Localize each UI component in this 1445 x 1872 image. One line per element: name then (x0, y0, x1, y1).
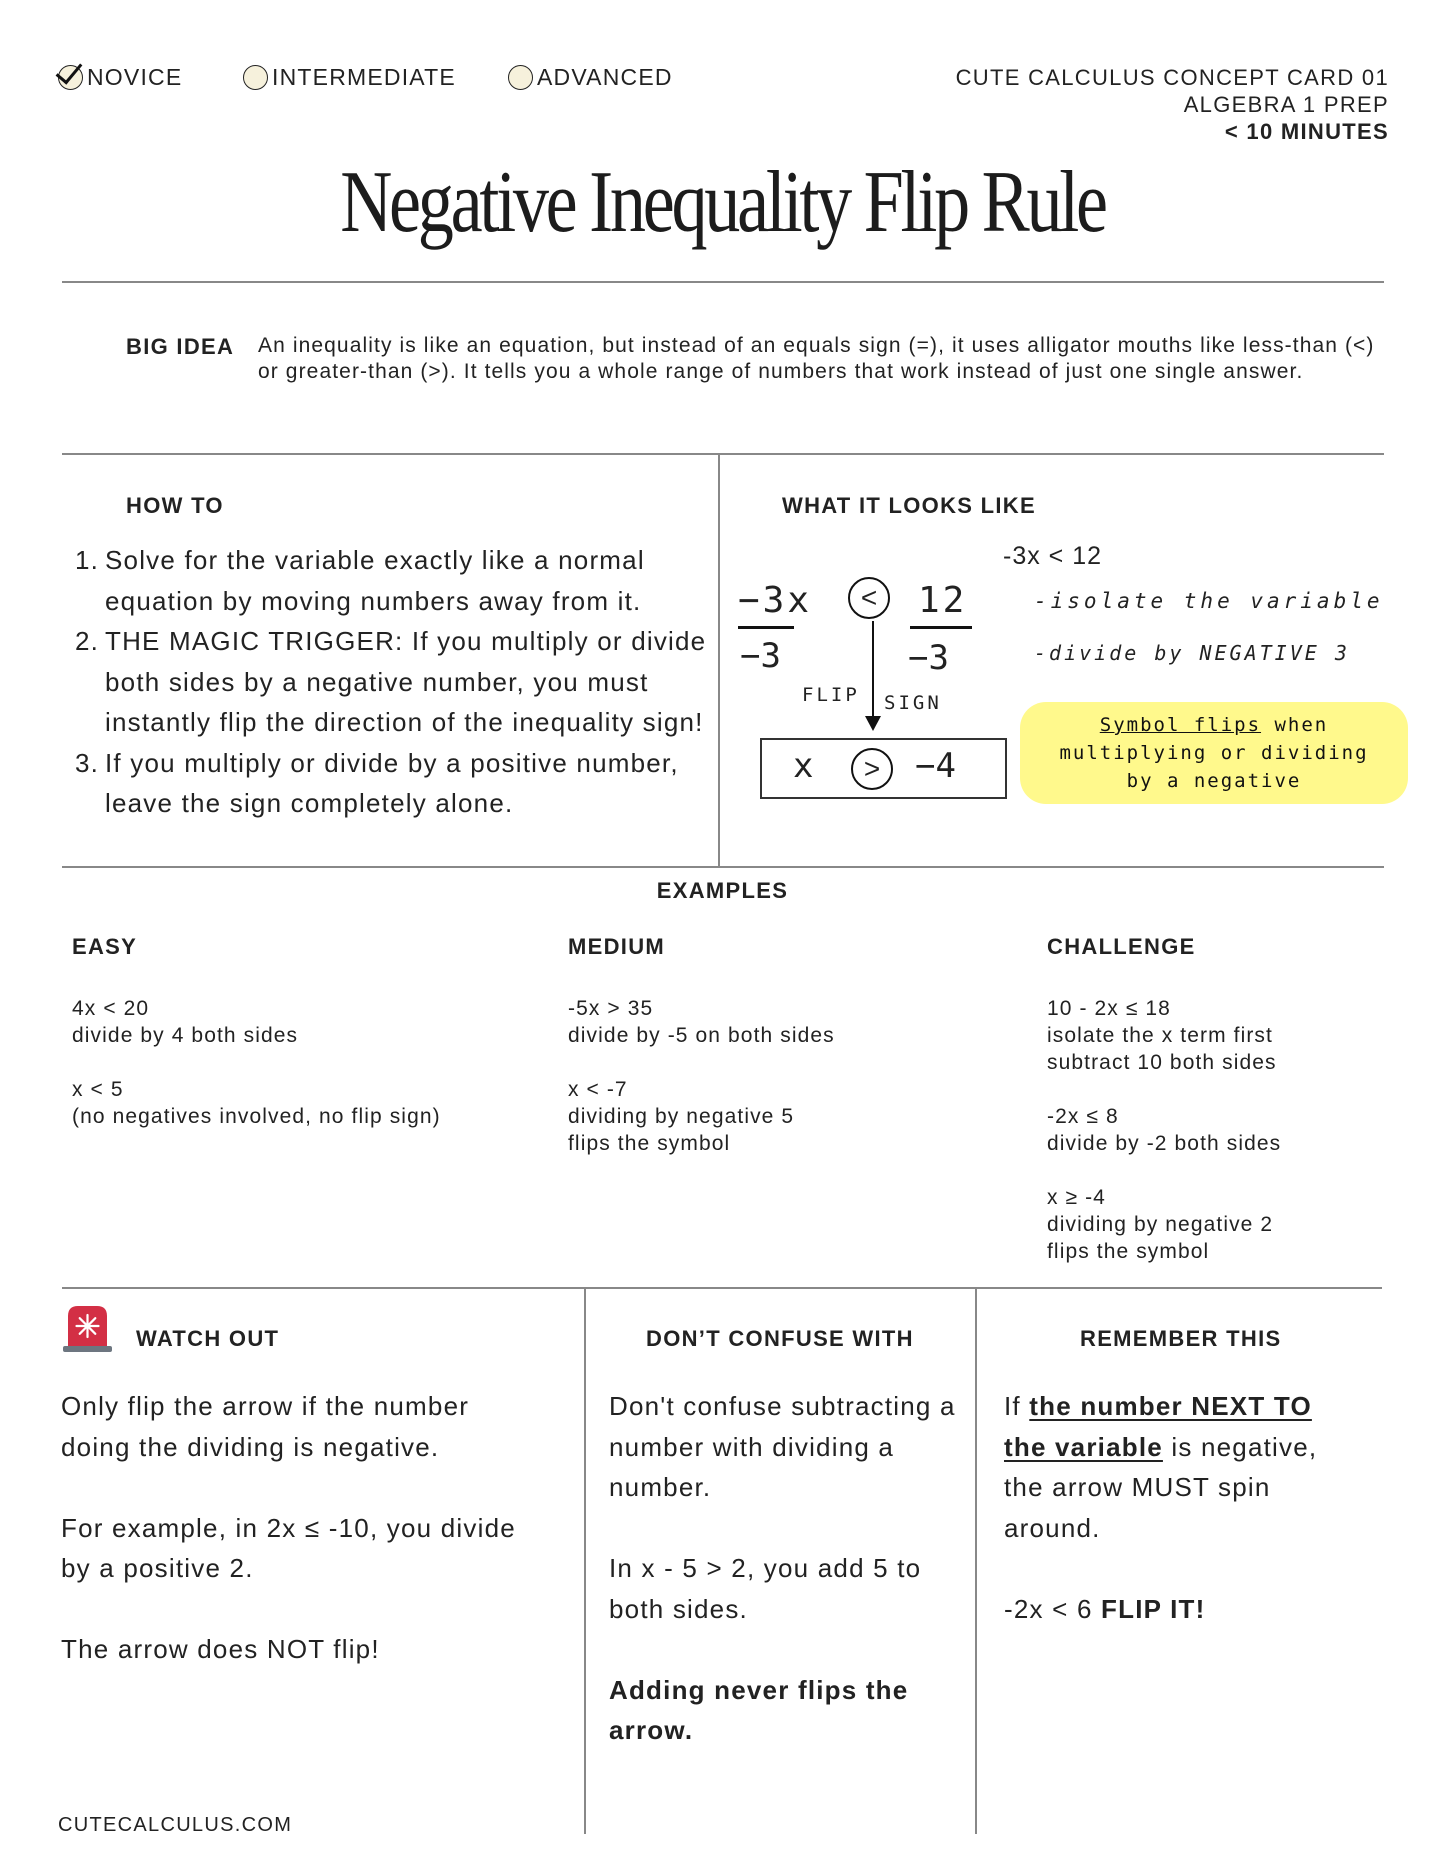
card-prep: ALGEBRA 1 PREP (1183, 92, 1389, 117)
worked-sign: < (848, 577, 890, 619)
remember-label: REMEMBER THIS (1080, 1326, 1282, 1351)
note-line-1: Symbol flips when (1099, 714, 1329, 736)
easy-label: EASY (72, 934, 138, 959)
level-label: INTERMEDIATE (272, 64, 456, 90)
footer-site: CUTECALCULUS.COM (58, 1814, 293, 1836)
easy-example: 4x < 20 divide by 4 both sides x < 5 (no negatives involved, no flip sign) (72, 997, 441, 1128)
remember-text: If the number NEXT TO the variable is negative, the arrow MUST spin around. -2x < 6 FLIP IT! (1004, 1391, 1318, 1624)
level-intermediate[interactable] (243, 64, 456, 91)
divider (975, 1287, 977, 1834)
radio-icon[interactable] (508, 65, 533, 90)
big-idea-label: BIG IDEA (126, 334, 235, 359)
example-equation: -3x < 12 (1003, 542, 1103, 570)
watch-out-text: Only flip the arrow if the number doing the dividing is negative. For example, in 2x ≤ -10, you divide by a positive 2. The arrow does NOT flip! (61, 1391, 516, 1664)
arrow-down-icon (865, 716, 881, 731)
examples-label: EXAMPLES (656, 878, 789, 903)
medium-example: -5x > 35 divide by -5 on both sides x < -7 dividing by negative 5 flips the symbol (568, 997, 835, 1155)
list-item: 2. THE MAGIC TRIGGER: If you multiply or divide both sides by a negative number, you must instantly flip the direction of the inequality sign! (75, 626, 707, 737)
dont-confuse-text: Don't confuse subtracting a number with dividing a number. In x - 5 > 2, you add 5 to both sides. Adding never flips the arrow. (609, 1391, 956, 1745)
divider (62, 453, 1384, 455)
siren-icon (60, 1302, 115, 1354)
step-divide: -divide by NEGATIVE 3 (1034, 641, 1350, 665)
level-label: ADVANCED (537, 64, 673, 90)
flip-arrow (872, 621, 874, 729)
worked-left: −3x (738, 580, 813, 621)
fraction-bar (910, 626, 972, 629)
card-meta (956, 64, 1389, 145)
challenge-example: 10 - 2x ≤ 18 isolate the x term first subtract 10 both sides -2x ≤ 8 divide by -2 both sides x ≥ -4 dividing by negative 2 flips the symbol (1047, 997, 1282, 1263)
worked-divisor-right: −3 (908, 638, 949, 678)
step-isolate: -isolate the variable (1034, 589, 1384, 613)
divider (584, 1287, 586, 1834)
list-item: 1. Solve for the variable exactly like a normal equation by moving numbers away from it. (75, 545, 645, 616)
worked-right: 12 (918, 580, 968, 621)
challenge-label: CHALLENGE (1047, 934, 1196, 959)
divider (62, 1287, 1382, 1289)
result-sign: > (851, 748, 893, 790)
card-series: CUTE CALCULUS CONCEPT CARD 01 (955, 65, 1389, 90)
page-title: Negative Inequality Flip Rule (340, 154, 1105, 251)
divider (718, 453, 720, 867)
divider (62, 866, 1384, 868)
card-time: < 10 MINUTES (1224, 119, 1389, 144)
flip-label: FLIP (802, 684, 860, 706)
checkmark-icon[interactable] (58, 65, 83, 90)
dont-confuse-label: DON’T CONFUSE WITH (646, 1326, 914, 1351)
divider (62, 281, 1384, 283)
level-novice[interactable] (58, 64, 182, 91)
note-line-3: by a negative (1126, 770, 1302, 792)
result-value: −4 (915, 746, 956, 786)
level-label: NOVICE (87, 64, 183, 90)
list-item: 3. If you multiply or divide by a positive number, leave the sign completely alone. (75, 747, 679, 818)
radio-icon[interactable] (243, 65, 268, 90)
watch-out-label: WATCH OUT (136, 1326, 280, 1351)
fraction-bar (738, 626, 794, 629)
how-to-steps (75, 540, 715, 824)
medium-label: MEDIUM (568, 934, 666, 959)
big-idea-text: An inequality is like an equation, but instead of an equals sign (=), it uses alligator mouths like less-than (<) or greater-than (>). It tells you a whole range of numbers that work instead of just one single answer. (258, 334, 1375, 383)
worked-divisor-left: −3 (740, 636, 781, 676)
note-line-2: multiplying or dividing (1059, 742, 1369, 764)
how-to-label: HOW TO (126, 493, 224, 518)
sign-label: SIGN (884, 692, 942, 714)
level-advanced[interactable] (508, 64, 673, 91)
looks-like-label: WHAT IT LOOKS LIKE (782, 493, 1036, 518)
result-variable: x (793, 746, 814, 786)
